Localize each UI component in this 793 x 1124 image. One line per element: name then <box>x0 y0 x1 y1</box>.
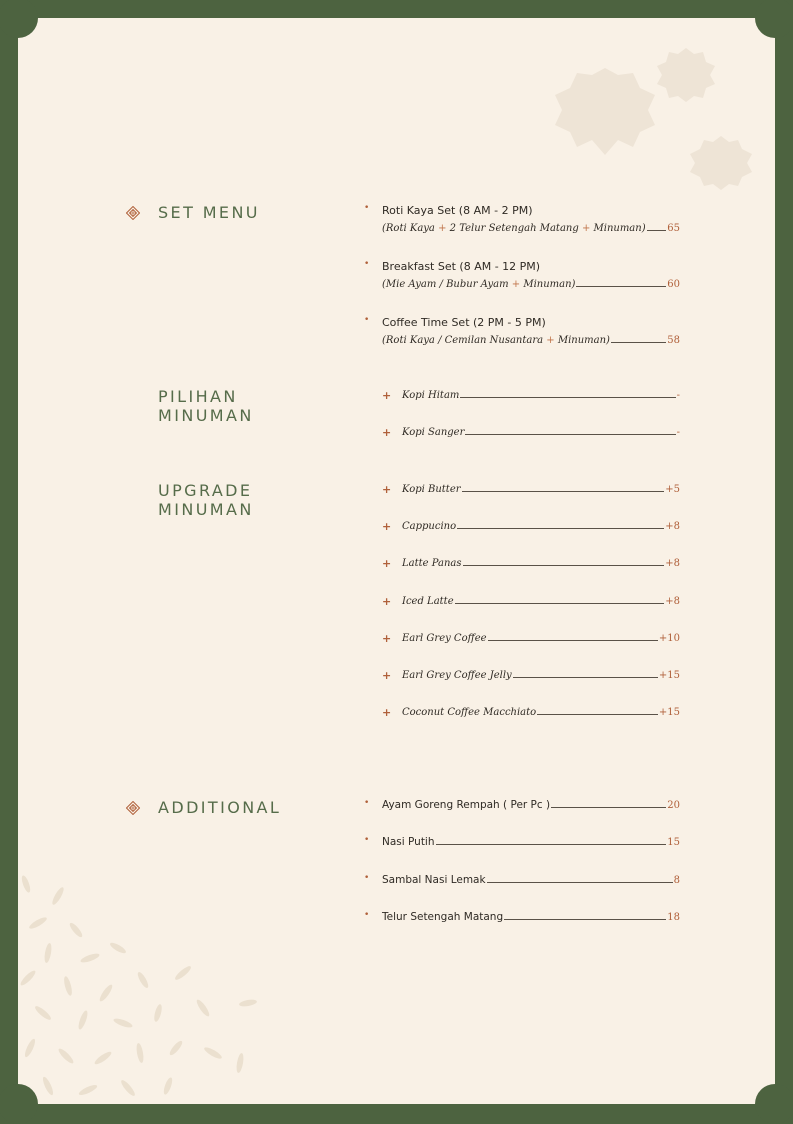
price: +10 <box>658 633 680 644</box>
set-menu-item <box>364 260 684 300</box>
drink-name: Kopi Butter <box>402 484 461 495</box>
price: 65 <box>667 223 680 234</box>
price: +15 <box>658 707 680 718</box>
additional-item <box>364 799 684 815</box>
drink-name: Kopi Sanger <box>402 427 465 438</box>
drink-choice-item <box>364 427 684 443</box>
additional-item <box>364 911 684 927</box>
price: 8 <box>673 875 680 886</box>
price: +8 <box>665 596 680 607</box>
pilihan-minuman-title <box>158 387 254 425</box>
plus-icon: + <box>382 483 392 496</box>
drink-upgrade-item <box>364 633 684 649</box>
plus-icon: + <box>382 632 392 645</box>
desc-part: Minuman) <box>554 335 610 346</box>
set-description <box>382 335 680 346</box>
set-name: Roti Kaya Set (8 AM - 2 PM) <box>382 204 533 217</box>
corner-notch <box>0 1084 38 1124</box>
drink-name: Coconut Coffee Macchiato <box>402 707 537 718</box>
leader-line <box>436 844 667 845</box>
desc-part: (Roti Kaya / Cemilan Nusantara <box>382 335 547 346</box>
price: 58 <box>667 335 680 346</box>
drink-upgrade-item <box>364 484 684 500</box>
additional-name: Telur Setengah Matang <box>382 911 504 923</box>
corner-notch <box>755 1084 793 1124</box>
price: - <box>676 390 680 401</box>
plus-icon: + <box>382 595 392 608</box>
plus-icon: + <box>382 557 392 570</box>
leader-line <box>504 919 666 920</box>
drink-name: Cappucino <box>402 521 457 532</box>
diamond-ornament-icon <box>126 206 140 220</box>
menu-page <box>18 18 775 1104</box>
leader-line <box>455 603 665 604</box>
bullet-icon: • <box>364 315 370 325</box>
bullet-icon: • <box>364 835 370 845</box>
drink-upgrade-item <box>364 596 684 612</box>
additional-name: Nasi Putih <box>382 836 435 848</box>
additional-item <box>364 836 684 852</box>
set-name: Breakfast Set (8 AM - 12 PM) <box>382 260 541 273</box>
drink-upgrade-item <box>364 670 684 686</box>
bullet-icon: • <box>364 873 370 883</box>
plus-separator: + <box>581 223 591 234</box>
upgrade-minuman-title <box>158 481 254 519</box>
price: 18 <box>667 912 680 923</box>
decorative-diamonds <box>555 48 752 190</box>
drink-name: Earl Grey Coffee Jelly <box>402 670 512 681</box>
price: - <box>676 427 680 438</box>
drink-choice-item <box>364 390 684 406</box>
additional-item <box>364 874 684 890</box>
additional-name: Ayam Goreng Rempah ( Per Pc ) <box>382 799 551 811</box>
plus-separator: + <box>438 223 447 234</box>
bullet-icon: • <box>364 203 370 213</box>
additional-name: Sambal Nasi Lemak <box>382 874 486 886</box>
price: 15 <box>667 837 680 848</box>
title-line: MINUMAN <box>158 406 254 425</box>
leader-line <box>513 677 658 678</box>
plus-separator: + <box>546 335 555 346</box>
leader-line <box>488 640 658 641</box>
leader-line <box>611 342 666 343</box>
plus-icon: + <box>382 389 392 402</box>
bullet-icon: • <box>364 798 370 808</box>
drink-upgrade-item <box>364 521 684 537</box>
desc-part: Minuman) <box>520 279 576 290</box>
additional-title: ADDITIONAL <box>158 798 282 817</box>
decorative-leaves <box>19 875 258 1098</box>
leader-line <box>460 397 675 398</box>
title-line: UPGRADE <box>158 481 253 500</box>
price: +8 <box>665 521 680 532</box>
price: 20 <box>667 800 680 811</box>
drink-name: Earl Grey Coffee <box>402 633 487 644</box>
leader-line <box>647 230 667 231</box>
leader-line <box>462 491 665 492</box>
drink-name: Latte Panas <box>402 558 462 569</box>
plus-icon: + <box>382 706 392 719</box>
title-line: MINUMAN <box>158 500 254 519</box>
set-description <box>382 223 680 234</box>
price: +5 <box>665 484 680 495</box>
leader-line <box>487 882 673 883</box>
title-line: PILIHAN <box>158 387 238 406</box>
leader-line <box>463 565 665 566</box>
price: +8 <box>665 558 680 569</box>
leader-line <box>457 528 664 529</box>
drink-upgrade-item <box>364 558 684 574</box>
desc-part: (Mie Ayam / Bubur Ayam <box>382 279 512 290</box>
bullet-icon: • <box>364 910 370 920</box>
set-name: Coffee Time Set (2 PM - 5 PM) <box>382 316 546 329</box>
set-menu-item <box>364 204 684 244</box>
leader-line <box>576 286 666 287</box>
drink-name: Kopi Hitam <box>402 390 460 401</box>
price: +15 <box>658 670 680 681</box>
set-description <box>382 279 680 290</box>
drink-upgrade-item <box>364 707 684 723</box>
diamond-ornament-icon <box>126 801 140 815</box>
set-menu-title: SET MENU <box>158 203 260 222</box>
leader-line <box>537 714 658 715</box>
leader-line <box>551 807 666 808</box>
plus-icon: + <box>382 426 392 439</box>
corner-notch <box>755 0 793 38</box>
plus-separator: + <box>511 279 521 290</box>
set-menu-item <box>364 316 684 356</box>
desc-part: Minuman) <box>590 223 646 234</box>
price: 60 <box>667 279 680 290</box>
plus-icon: + <box>382 669 392 682</box>
bullet-icon: • <box>364 259 370 269</box>
desc-part: 2 Telur Setengah Matang <box>446 223 582 234</box>
plus-icon: + <box>382 520 392 533</box>
leader-line <box>465 434 675 435</box>
desc-part: (Roti Kaya <box>382 223 439 234</box>
drink-name: Iced Latte <box>402 596 454 607</box>
